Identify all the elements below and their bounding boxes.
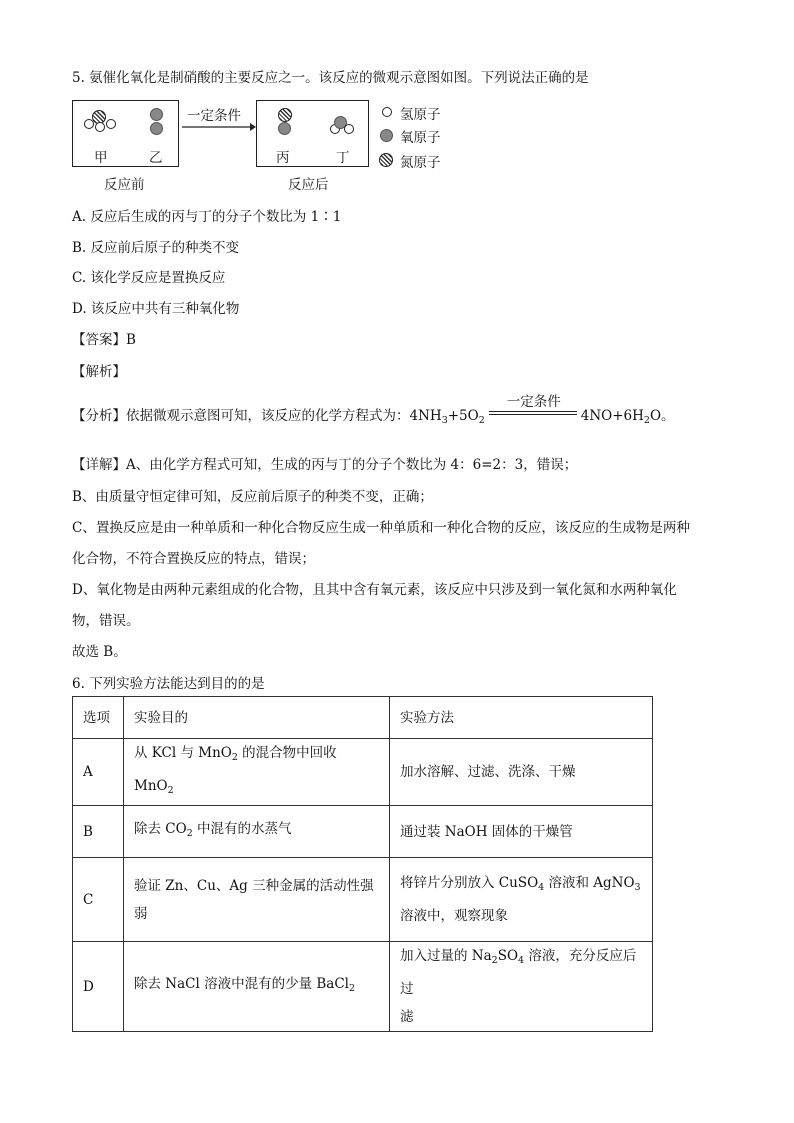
caption-before: 反应前 (104, 177, 145, 193)
legend-hydrogen: 氢原子 (400, 107, 441, 123)
hydrogen-atom-icon (106, 119, 116, 129)
answer-tag: 【答案】 (72, 332, 126, 348)
label-bing: 丙 (276, 150, 290, 166)
row-option: D (73, 942, 124, 1032)
legend-oxygen: 氧原子 (400, 130, 441, 146)
row-method: 加水溶解、过滤、洗涤、干燥 (390, 739, 653, 806)
header-method: 实验方法 (390, 697, 653, 739)
table-row (73, 942, 653, 1032)
reactant-box (72, 100, 179, 167)
row-option: B (73, 806, 124, 858)
oxygen-atom-icon (150, 108, 163, 121)
eq-reactant-2: +5O (447, 408, 479, 424)
eq-sub: 2 (643, 415, 650, 426)
row-option: A (73, 739, 124, 806)
oxygen-atom-icon (278, 122, 291, 135)
row-goal: 除去 $CO_2$ 中混有的水蒸气 (124, 806, 390, 858)
detail-text: A、由化学方程式可知，生成的丙与丁的分子个数比为 4：6=2：3，错误； (126, 457, 578, 473)
caption-after: 反应后 (288, 177, 329, 193)
label-yi: 乙 (149, 150, 163, 166)
analysis-tag: 【解析】 (72, 364, 126, 380)
table-row (73, 806, 653, 858)
row-method: 将锌片分别放入 CuSO$_4$ 溶液和 AgNO$_3$ 溶液中，观察现象 (390, 858, 653, 942)
eq-condition: 一定条件 (506, 394, 561, 410)
answer-value: B (126, 332, 136, 348)
row-method: 通过装 NaOH 固体的干燥管 (390, 806, 653, 858)
detail-line-d2: 物，错误。 (72, 613, 140, 629)
table-header-row (73, 697, 653, 739)
fenxi-line (72, 394, 675, 426)
detail-line-d1: D、氧化物是由两种元素组成的化合物，且其中含有氧元素，该反应中只涉及到一氧化氮和水两种氧化 (72, 582, 677, 598)
label-jia: 甲 (94, 150, 108, 166)
reaction-arrow-icon (180, 122, 256, 132)
row-goal: 除去 NaCl 溶液中混有的少量 BaCl$_2$ (124, 942, 390, 1032)
legend-nitrogen: 氮原子 (400, 155, 441, 171)
option-d: D. 该反应中共有三种氧化物 (72, 301, 240, 317)
table-row (73, 739, 653, 806)
detail-line-a (72, 453, 577, 473)
nitrogen-atom-icon (278, 108, 292, 122)
detail-line-b: B、由质量守恒定律可知，反应前后原子的种类不变，正确； (72, 489, 433, 505)
table-row (73, 858, 653, 942)
equals-sign-icon (489, 411, 577, 415)
eq-sub: 2 (478, 415, 485, 426)
detail-line-c2: 化合物，不符合置换反应的特点，错误； (72, 551, 315, 567)
option-c: C. 该化学反应是置换反应 (72, 270, 226, 286)
hydrogen-atom-icon (95, 122, 105, 132)
experiment-table (72, 696, 653, 1032)
option-a: A. 反应后生成的丙与丁的分子个数比为 1∶1 (72, 209, 342, 225)
detail-tag: 【详解】 (72, 457, 126, 473)
fenxi-text: 依据微观示意图可知，该反应的化学方程式为： (126, 408, 410, 424)
row-goal: 从 KCl 与 MnO$_2$ 的混合物中回收 MnO$_2$ (124, 739, 390, 806)
answer-line (72, 328, 136, 348)
row-method: 加入过量的 $Na_2SO_4$ 溶液，充分反应后过 滤 (390, 942, 653, 1032)
header-option: 选项 (73, 697, 124, 739)
label-ding: 丁 (336, 150, 350, 166)
eq-product-2: O。 (649, 408, 675, 424)
row-option: C (73, 858, 124, 942)
eq-reactant-1: 4NH (409, 408, 442, 424)
nitrogen-atom-icon (379, 153, 393, 167)
product-box (256, 100, 369, 167)
oxygen-atom-icon (380, 129, 393, 142)
oxygen-atom-icon (150, 122, 163, 135)
hydrogen-atom-icon (344, 124, 354, 134)
arrow-condition: 一定条件 (187, 108, 241, 124)
question-5-stem: 5. 氨催化氧化是制硝酸的主要反应之一。该反应的微观示意图如图。下列说法正确的是 (72, 70, 589, 86)
fenxi-tag: 【分析】 (72, 408, 126, 424)
eq-product-1: 4NO+6H (580, 408, 644, 424)
eq-sub: 3 (441, 415, 448, 426)
detail-line-c1: C、置换反应是由一种单质和一种化合物反应生成一种单质和一种化合物的反应，该反应的生成物是两种 (72, 520, 690, 536)
header-goal: 实验目的 (124, 697, 390, 739)
question-6-stem: 6. 下列实验方法能达到目的的是 (72, 676, 265, 692)
hydrogen-atom-icon (382, 107, 392, 117)
option-b: B. 反应前后原子的种类不变 (72, 240, 240, 256)
row-goal: 验证 Zn、Cu、Ag 三种金属的活动性强 弱 (124, 858, 390, 942)
detail-conclusion: 故选 B。 (72, 644, 127, 660)
eq-condition-block (485, 394, 581, 420)
